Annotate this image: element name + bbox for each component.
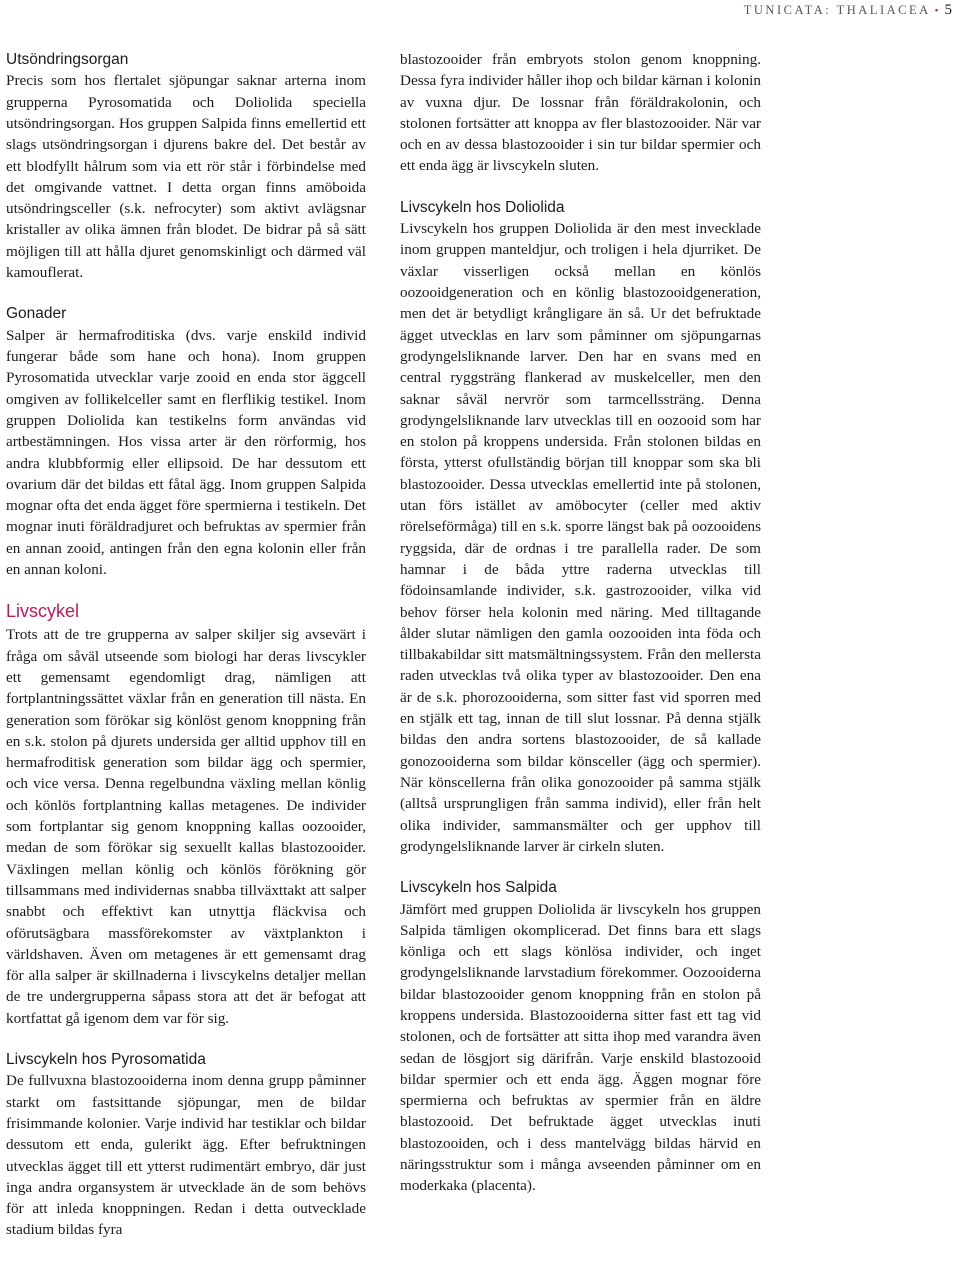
section-text-pyrosomatida: De fullvuxna blastozooiderna inom denna grupp påminner starkt om fastsittande sjöpungar, men de bildar frisimmande kolonier. Varje individ har testiklar och bildar dessutom ett enda, gulerikt ägg. Efter befruktningen utvecklas ägget till ett ytterst rudimentärt embryo, där just inga andra organsystem är utvecklade än de som behövs för att inleda knoppningen. Redan i detta outvecklade stadium bildas fyra bbox=[6, 1072, 366, 1239]
page-number: 5 bbox=[944, 2, 952, 18]
section-heading-livscykel: Livscykel bbox=[6, 601, 80, 622]
continuation-text: blastozooider från embryots stolon genom knoppning. Dessa fyra individer håller ihop och bildar kärnan i kolonin av vuxna djur. De lossnar från föräldrakolonin, och stolonen fortsätter att knoppa av fler blastozooider. När var och en av dessa blastozooider i sin tur bildar spermier och ett enda ägg är livscykeln sluten. bbox=[400, 51, 761, 175]
section-text-doliolida: Livscykeln hos gruppen Doliolida är den mest invecklade inom gruppen manteldjur, och troligen i hela djurriket. De växlar visserligen också mellan en könlös oozooidgeneration och en könlig blastozooidgeneration, men det är betydligt krångligare än så. Ur det befruktade ägget utvecklas en larv som påminner om sjöpungarnas grodyngelsliknande larver. Den har en svans med en central ryggsträng flankerad av muskelceller, men den saknar såväl nervrör som tarmcellssträng. Denna grodyngelsliknande larv utvecklas till en oozooid som har en stolon på kroppens undersida. Från stolonen bildas en första, ytterst ofullständig början till knoppar som ska bli blastozooider. Dessa utvecklas emellertid inte på stolonen, utan förs istället av amöbocyter (celler med aktiv rörelseförmåga) till en s.k. sporre längst bak på oozooidens ryggsida, där de ordnas i tre parallella rader. De som hamnar i de båda yttre raderna utvecklas till födoinsamlande individer, s.k. gastrozooider, vilka vid behov förser hela kolonin med näring. Med tilltagande ålder slutar nämligen den gamla oozooiden inta föda och tillbakabildar sitt matsmältningssystem. Från den mellersta raden utvecklas två olika typer av blastozooider. Den ena är de s.k. phorozooiderna, som sitter fast vid sporren med en stjälk ett tag, innan de till slut lossnar. På denna stjälk bildas den andra sortens blastozooider, de så kallade gonozooiderna som bildar könsceller (ägg och spermier). När könscellerna från olika gonozooider på samma stjälk (alltså ursprungligen från samma individ), eller från helt olika individer, sammansmälter och ger upphov till grodyngelsliknande larver är cirkeln sluten. bbox=[400, 220, 761, 855]
running-title: TUNICATA: THALIACEA bbox=[743, 3, 931, 17]
section-heading-salpida: Livscykeln hos Salpida bbox=[400, 879, 557, 897]
section-heading-pyrosomatida: Livscykeln hos Pyrosomatida bbox=[6, 1050, 206, 1068]
left-column bbox=[6, 49, 366, 1241]
section-text-livscykel: Trots att de tre grupperna av salper skiljer sig avsevärt i fråga om såväl utseende som biologi har deras livscykler ett gemensamt egendomligt drag, nämligen att fortplantningssättet växlar från en generation till nästa. En generation som förökar sig könlöst genom knoppning från en s.k. stolon på djurets undersida ger alltid upphov till en hermafroditisk generation som bildar ägg och spermier, och vice versa. Denna regelbundna växling mellan könlig och könlös fortplantning kallas metagenes. De individer som fortplantar sig genom knoppning kallas oozooider, medan de som förökar sig sexuellt kallas blastozooider. Växlingen mellan könlig och könlös förökning gör tillsammans med individernas snabba tillväxttakt att salper snabbt och effektivt kan utnyttja fläckvisa och oförutsägbara massförekomster av växtplankton i världshaven. Även om metagenes är ett gemensamt drag för alla salper är skillnaderna i livscykelns detaljer mellan de tre undergrupperna såpass stora att det är befogat att kortfattat gå igenom dem var för sig. bbox=[6, 626, 366, 1027]
separator-bullet: • bbox=[934, 5, 939, 17]
section-heading-gonader: Gonader bbox=[6, 305, 67, 323]
section-heading-doliolida: Livscykeln hos Doliolida bbox=[400, 198, 565, 216]
right-column bbox=[400, 49, 761, 1197]
section-text-utsondringsorgan: Precis som hos flertalet sjöpungar saknar arterna inom grupperna Pyrosomatida och Doliolida speciella utsöndringsorgan. Hos gruppen Salpida finns emellertid ett slags utsöndringsorgan i djurens bakre del. Det består av ett blodfyllt hålrum som via ett rör står i förbindelse med det omgivande vattnet. I detta organ finns amöboida utsöndringsceller (s.k. nefrocyter) som aktivt avlägsnar kristaller av olika ämnen från blodet. De bidrar på så sätt möjligen till att hålla djuret genomskinligt och därmed väl kamouflerat. bbox=[6, 72, 366, 282]
section-text-gonader: Salper är hermafroditiska (dvs. varje enskild individ fungerar både som hane och hona). Inom gruppen Pyrosomatida utvecklar varje zooid en enda stor äggcell omgiven av follikelceller samt en flerflikig testikel. Inom gruppen Doliolida kan testikelns form användas vid artbestämningen. Hos vissa arter är den rörformig, hos andra klubbformig eller ellipsoid. De har dessutom ett ovarium där det bildas ett fåtal ägg. Inom gruppen Salpida mognar ofta det enda ägget före spermierna i testikeln. Det mognar inuti föräldradjuret och befruktas av spermier från en annan zooid, antingen från den egna kolonin eller från en annan koloni. bbox=[6, 326, 366, 579]
section-text-salpida: Jämfört med gruppen Doliolida är livscykeln hos gruppen Salpida tämligen okomplicerad. Det finns bara ett slags könliga och ett slags könlösa individer, och inget grodyngelsliknande larvstadium förekommer. Oozooiderna bildar blastozooider genom knoppning från en stolon på kroppens undersida. Blastozooiderna sitter fast ett tag vid stolonen, och de fortsätter att sitta ihop med varandra även sedan de lösgjort sig därifrån. Varje enskild blastozooid bildar spermier och ett enda ägg. Äggen mognar före spermierna och befruktas av spermier från en äldre blastozooid. Det befruktade ägget utvecklas inuti blastozooiden, och i dess mantelvägg bildas härvid en näringsstruktur som i många avseenden påminner om en moderkaka (placenta). bbox=[400, 900, 761, 1195]
running-header bbox=[700, 0, 952, 20]
section-heading-utsondringsorgan: Utsöndringsorgan bbox=[6, 51, 129, 68]
